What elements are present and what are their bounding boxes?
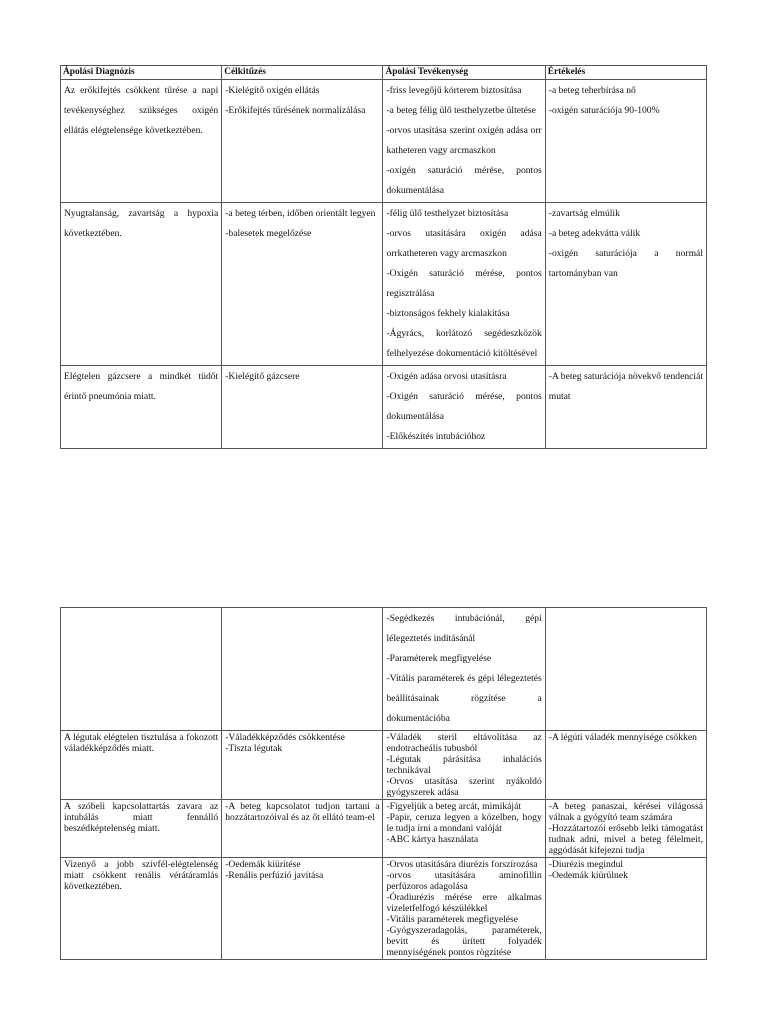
- goal-item: -Kielégítő oxigén ellátás: [225, 85, 320, 96]
- goals-cell: [222, 366, 383, 449]
- evaluation-cell: [545, 858, 706, 960]
- goals-cell: [222, 731, 383, 800]
- activity-item: -Óradiurézis mérése erre alkalmas vizeletfelfogó készülékkel: [386, 892, 542, 914]
- evaluation-item: -Oedemák kiürülnek: [548, 870, 628, 881]
- goals-cell: [222, 203, 383, 366]
- table-header-row: [61, 66, 707, 80]
- activities-cell: [383, 366, 545, 449]
- goal-item: -A beteg kapcsolatot tudjon tartani a hozzátartozóival és az őt ellátó team-el: [225, 801, 380, 823]
- activity-item: -Orvos utasítása szerint nyákoldó gyógyszerek adása: [386, 776, 542, 798]
- evaluation-item: -A beteg saturációja növekvő tendenciát mutat: [548, 371, 703, 402]
- activities-cell: [383, 858, 545, 960]
- evaluation-cell: [545, 731, 706, 800]
- evaluation-item: -a beteg teherbírása nő: [548, 85, 636, 96]
- header-evaluation: Értékelés: [545, 66, 706, 80]
- goal-item: -Tiszta légutak: [225, 743, 283, 754]
- activity-item: -orvos utasítására aminofillin perfúzoros adagolása: [386, 870, 542, 892]
- goal-item: -a beteg térben, időben orientált legyen: [225, 208, 376, 219]
- goal-item: -Oedemák kiürítése: [225, 859, 301, 870]
- diagnosis-cell: A szóbeli kapcsolattartás zavara az intubálás miatt fennálló beszédképtelenség miatt.: [61, 800, 222, 858]
- table-row: [61, 800, 707, 858]
- evaluation-item: -A légúti váladék mennyisége csökken: [548, 732, 697, 743]
- activity-item: -Vitális paraméterek megfigyelése: [386, 914, 519, 925]
- goals-cell: [222, 800, 383, 858]
- activity-item: -Előkészítés intubációhoz: [386, 431, 486, 442]
- nursing-care-plan-table-2: [60, 607, 707, 960]
- activity-item: -Vitális paraméterek és gépi lélegeztetés beállításainak rögzítése a dokumentációba: [386, 673, 542, 724]
- evaluation-item: -oxigén saturációja 90-100%: [548, 105, 660, 116]
- activity-item: -ABC kártya használata: [386, 834, 479, 845]
- activity-item: -oxigén saturáció mérése, pontos dokumentálása: [386, 165, 542, 196]
- activity-item: -Paraméterek megfigyelése: [386, 653, 492, 664]
- activity-item: -Oxigén adása orvosi utasításra: [386, 371, 507, 382]
- diagnosis-cell: Nyugtalanság, zavartság a hypoxia következtében.: [61, 203, 222, 366]
- table-row: [61, 366, 707, 449]
- evaluation-cell: [545, 800, 706, 858]
- table-row: [61, 80, 707, 203]
- evaluation-item: -a beteg adekvátta válik: [548, 228, 641, 239]
- activities-cell: [383, 800, 545, 858]
- nursing-care-plan-table-1: [60, 65, 707, 449]
- diagnosis-cell: A légutak elégtelen tisztulása a fokozott váladékképződés miatt.: [61, 731, 222, 800]
- evaluation-item: -Diurézis megindul: [548, 859, 624, 870]
- diagnosis-cell: Elégtelen gázcsere a mindkét tüdőt érintő pneumónia miatt.: [61, 366, 222, 449]
- goal-item: -Renális perfúzió javítása: [225, 870, 324, 881]
- activity-item: -orvos utasítása szerint oxigén adása orr katheteren vagy arcmaszkon: [386, 125, 542, 156]
- diagnosis-cell: [61, 608, 222, 731]
- header-diagnosis: Ápolási Diagnózis: [61, 66, 222, 80]
- activity-item: -Ágyrács, korlátozó segédeszközök felhelyezése dokumentáció kitöltésével: [386, 328, 542, 359]
- activity-item: -orvos utasítására oxigén adása orrkatheteren vagy arcmaszkon: [386, 228, 542, 259]
- activities-cell: [383, 731, 545, 800]
- activity-item: -Papír, ceruza legyen a közelben, hogy le tudja írni a mondani valóját: [386, 812, 542, 834]
- diagnosis-cell: Az erőkifejtés csökkent tűrése a napi tevékenységhez szükséges oxigén ellátás elégtelensége következtében.: [61, 80, 222, 203]
- table-row: [61, 731, 707, 800]
- table-row: [61, 858, 707, 960]
- activity-item: -Légutak párásítása inhalációs technikával: [386, 754, 542, 776]
- table-row: [61, 203, 707, 366]
- activity-item: -Orvos utasítására diurézis forszírozása: [386, 859, 538, 870]
- activity-item: -félig ülő testhelyzet biztosítása: [386, 208, 509, 219]
- activity-item: -Segédkezés intubációnál, gépi lélegeztetés indításánál: [386, 613, 542, 644]
- activity-item: -Váladék steril eltávolítása az endotracheális tubusból: [386, 732, 542, 754]
- evaluation-cell: [545, 203, 706, 366]
- evaluation-item: -Hozzátartozói erősebb lelki támogatást tudnak adni, mivel a beteg félelmeit, aggódását kifejezni tudja: [548, 823, 703, 856]
- goal-item: -balesetek megelőzése: [225, 228, 312, 239]
- activity-item: -Gyógyszeradagolás, paraméterek, bevitt és ürített folyadék mennyiségének pontos rögzítése: [386, 925, 542, 958]
- evaluation-item: -oxigén saturációja a normál tartományban van: [548, 248, 703, 279]
- activity-item: -Oxigén saturáció mérése, pontos regisztrálása: [386, 268, 542, 299]
- activity-item: -biztonságos fekhely kialakítása: [386, 308, 510, 319]
- evaluation-cell: [545, 608, 706, 731]
- header-activities: Ápolási Tevékenység: [383, 66, 545, 80]
- activity-item: -friss levegőjű kórterem biztosítása: [386, 85, 522, 96]
- evaluation-item: -zavartság elmúlik: [548, 208, 620, 219]
- evaluation-cell: [545, 80, 706, 203]
- activity-item: -a beteg félig ülő testhelyzetbe ültetése: [386, 105, 536, 116]
- activities-cell: [383, 203, 545, 366]
- header-goals: Célkitűzés: [222, 66, 383, 80]
- goals-cell: [222, 608, 383, 731]
- evaluation-item: -A beteg panaszai, kérései világossá válnak a gyógyító team számára: [548, 801, 703, 823]
- goals-cell: [222, 858, 383, 960]
- activity-item: -Figyeljük a beteg arcát, mimikáját: [386, 801, 522, 812]
- goal-item: -Kielégítő gázcsere: [225, 371, 300, 382]
- goal-item: -Erőkifejtés tűrésének normalizálása: [225, 105, 366, 116]
- evaluation-cell: [545, 366, 706, 449]
- activities-cell: [383, 608, 545, 731]
- goals-cell: [222, 80, 383, 203]
- activity-item: -Oxigén saturáció mérése, pontos dokumentálása: [386, 391, 542, 422]
- goal-item: -Váladékképződés csökkentése: [225, 732, 345, 743]
- activities-cell: [383, 80, 545, 203]
- diagnosis-cell: Vizenyő a jobb szívfél-elégtelenség miatt csökkent renális vérátáramlás következtében.: [61, 858, 222, 960]
- table-row: [61, 608, 707, 731]
